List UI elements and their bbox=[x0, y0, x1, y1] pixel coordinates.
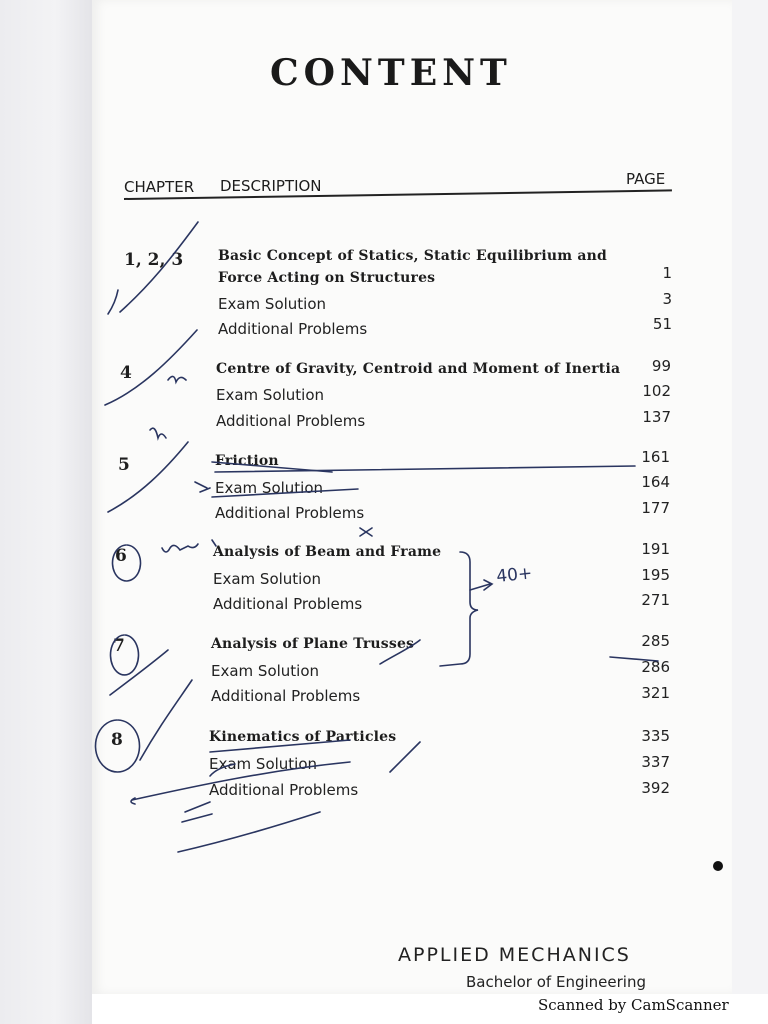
additional-problems-label: Additional Problems bbox=[213, 595, 363, 613]
chapter-number: 6 bbox=[115, 546, 127, 566]
exam-solution-label: Exam Solution bbox=[216, 386, 325, 404]
chapter-title: Kinematics of Particles bbox=[209, 729, 397, 745]
chapter-number: 4 bbox=[120, 363, 132, 383]
exam-solution-page: 102 bbox=[642, 382, 671, 400]
exam-solution-label: Exam Solution bbox=[218, 295, 327, 313]
chapter-title: Basic Concept of Statics, Static Equilibrium and bbox=[218, 248, 607, 264]
chapter-number: 7 bbox=[113, 636, 125, 656]
exam-solution-label: Exam Solution bbox=[211, 662, 320, 680]
exam-solution-label: Exam Solution bbox=[213, 570, 322, 588]
chapter-page: 1 bbox=[662, 264, 672, 282]
additional-problems-page: 321 bbox=[641, 684, 670, 702]
page-title: CONTENT bbox=[270, 52, 512, 94]
exam-solution-page: 337 bbox=[641, 753, 670, 771]
chapter-page: 285 bbox=[641, 632, 670, 650]
page-column-header: PAGE bbox=[626, 170, 666, 188]
additional-problems-page: 177 bbox=[641, 499, 670, 517]
exam-solution-page: 195 bbox=[641, 566, 670, 584]
additional-problems-label: Additional Problems bbox=[209, 781, 359, 799]
description-column-header: DESCRIPTION bbox=[220, 177, 322, 195]
additional-problems-label: Additional Problems bbox=[211, 687, 361, 705]
chapter-page: 191 bbox=[641, 540, 670, 558]
exam-solution-page: 3 bbox=[662, 290, 672, 308]
book-subtitle: Bachelor of Engineering bbox=[466, 973, 646, 991]
additional-problems-label: Additional Problems bbox=[216, 412, 366, 430]
additional-problems-label: Additional Problems bbox=[218, 320, 368, 338]
chapter-title-continued: Force Acting on Structures bbox=[218, 270, 436, 286]
scanner-watermark: Scanned by CamScanner bbox=[538, 996, 729, 1014]
chapter-number: 1, 2, 3 bbox=[124, 250, 184, 270]
additional-problems-page: 137 bbox=[642, 408, 671, 426]
exam-solution-label: Exam Solution bbox=[209, 755, 318, 773]
chapter-title: Centre of Gravity, Centroid and Moment of Inertia bbox=[216, 361, 621, 377]
chapter-title: Analysis of Beam and Frame bbox=[213, 544, 442, 560]
chapter-column-header: CHAPTER bbox=[124, 178, 195, 196]
additional-problems-page: 271 bbox=[641, 591, 670, 609]
chapter-number: 8 bbox=[111, 730, 123, 750]
exam-solution-label: Exam Solution bbox=[215, 479, 324, 497]
chapter-title: Analysis of Plane Trusses bbox=[211, 636, 415, 652]
additional-problems-page: 51 bbox=[652, 315, 672, 333]
chapter-title: Friction bbox=[215, 453, 279, 469]
chapter-number: 5 bbox=[118, 455, 130, 475]
chapter-page: 99 bbox=[651, 357, 671, 375]
additional-problems-label: Additional Problems bbox=[215, 504, 365, 522]
handwritten-note: 40+ bbox=[495, 563, 534, 587]
additional-problems-page: 392 bbox=[641, 779, 670, 797]
chapter-page: 161 bbox=[641, 448, 670, 466]
exam-solution-page: 164 bbox=[641, 473, 670, 491]
chapter-page: 335 bbox=[641, 727, 670, 745]
exam-solution-page: 286 bbox=[641, 658, 670, 676]
book-title: APPLIED MECHANICS bbox=[398, 944, 631, 966]
